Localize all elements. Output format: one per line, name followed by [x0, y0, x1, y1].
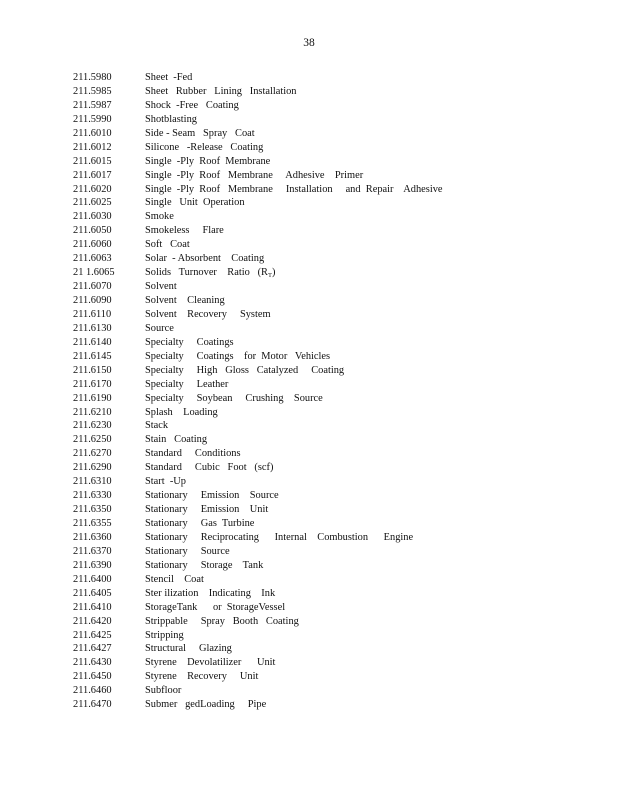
index-entry — [73, 419, 443, 433]
index-entry — [73, 266, 443, 280]
term: Side - Seam Spray Coat — [145, 127, 255, 139]
term: Silicone -Release Coating — [145, 141, 264, 153]
term: Specialty Coatings — [145, 336, 234, 348]
section-number: 211.6110 — [73, 308, 112, 320]
section-number: 211.6150 — [73, 364, 112, 376]
term: StorageTank or StorageVessel — [145, 601, 286, 613]
index-entry — [73, 196, 443, 210]
section-number: 211.5987 — [73, 99, 112, 111]
term: Stack — [145, 420, 169, 432]
index-entry — [73, 169, 443, 183]
term: Smoke — [145, 211, 174, 223]
section-number: 211.6470 — [73, 699, 112, 711]
index-entry — [73, 238, 443, 252]
subscript: T — [267, 272, 272, 280]
term: Splash Loading — [145, 406, 218, 418]
index-entry — [73, 406, 443, 420]
index-entry — [73, 670, 443, 684]
term: Single -Ply Roof Membrane — [145, 155, 271, 167]
term: Single -Ply Roof Membrane Adhesive Primer — [145, 169, 364, 181]
term: Stationary Emission Unit — [145, 504, 269, 516]
index-entry — [73, 629, 443, 643]
section-number: 211.6370 — [73, 545, 112, 557]
section-number: 211.6330 — [73, 490, 112, 502]
term: Solar - Absorbent Coating — [145, 253, 265, 265]
section-number: 211.6230 — [73, 420, 112, 432]
index-entry — [73, 350, 443, 364]
term: Styrene Recovery Unit — [145, 671, 259, 683]
section-number: 211.6355 — [73, 518, 112, 529]
section-number: 211.6427 — [73, 643, 112, 655]
term: Specialty Coatings for Motor Vehicles — [145, 350, 331, 362]
term — [145, 266, 275, 280]
term: Solvent — [145, 281, 177, 293]
term: Single -Ply Roof Membrane Installation and Repair Adhesive — [145, 183, 443, 195]
term: Start -Up — [145, 476, 186, 488]
section-number: 211.6015 — [73, 155, 112, 167]
term: Sheet Rubber Lining Installation — [145, 85, 297, 97]
term-text: Solids Turnover Ratio (R — [145, 267, 268, 279]
section-number: 211.6290 — [73, 462, 112, 474]
term: Stationary Reciprocating Internal Combustion Engine — [145, 531, 414, 543]
term: Shotblasting — [145, 113, 197, 125]
index-entry — [73, 308, 443, 322]
section-number: 211.6400 — [73, 573, 112, 585]
term: Stationary Source — [145, 545, 230, 557]
index-entry — [73, 559, 443, 573]
section-number: 211.6140 — [73, 336, 112, 348]
index-entry — [73, 71, 443, 85]
index-entry — [73, 698, 443, 712]
index-entry — [73, 99, 443, 113]
section-number: 211.6012 — [73, 141, 112, 153]
section-number: 211.6390 — [73, 559, 112, 571]
section-number: 211.6410 — [73, 601, 112, 613]
index-entry — [73, 684, 443, 698]
term: Single Unit Operation — [145, 197, 245, 209]
term: Structural Glazing — [145, 643, 232, 655]
section-number: 211.6130 — [73, 322, 112, 334]
term: Stain Coating — [145, 434, 208, 446]
term: Standard Conditions — [145, 448, 241, 460]
index-entry — [73, 587, 443, 601]
term: Soft Coat — [145, 239, 190, 251]
section-number: 211.6250 — [73, 434, 112, 446]
index-entry — [73, 503, 443, 517]
definition-index-list — [73, 71, 443, 712]
index-entry — [73, 252, 443, 266]
section-number: 211.6070 — [73, 281, 112, 293]
section-number: 211.6025 — [73, 197, 112, 209]
index-entry — [73, 294, 443, 308]
section-number: 211.6017 — [73, 169, 112, 181]
index-entry — [73, 155, 443, 169]
term: Strippable Spray Booth Coating — [145, 615, 299, 627]
term: Styrene Devolatilizer Unit — [145, 657, 276, 669]
section-number: 211.6145 — [73, 350, 112, 362]
section-number: 211.6030 — [73, 211, 112, 223]
term: Standard Cubic Foot (scf) — [145, 462, 274, 474]
section-number: 211.5980 — [73, 72, 112, 83]
section-number: 211.6310 — [73, 476, 112, 488]
term: Stencil Coat — [145, 573, 204, 585]
section-number: 211.6020 — [73, 183, 112, 195]
section-number: 211.6405 — [73, 587, 112, 599]
section-number: 211.6360 — [73, 531, 112, 543]
page-number: 38 — [303, 37, 315, 49]
section-number: 211.6170 — [73, 378, 112, 390]
section-number: 211.6010 — [73, 127, 112, 139]
index-entry — [73, 322, 443, 336]
index-entry — [73, 210, 443, 224]
index-entry — [73, 489, 443, 503]
index-entry — [73, 141, 443, 155]
section-number: 211.6350 — [73, 504, 112, 516]
term: Specialty Leather — [145, 378, 229, 390]
term: Stationary Emission Source — [145, 490, 279, 502]
term-suffix: ) — [271, 267, 276, 279]
section-number: 211.6210 — [73, 406, 112, 418]
index-entry — [73, 183, 443, 197]
index-entry — [73, 433, 443, 447]
index-entry — [73, 545, 443, 559]
section-number: 21 1.6065 — [73, 267, 115, 279]
index-entry — [73, 378, 443, 392]
section-number: 211.6090 — [73, 295, 112, 306]
term: Subfloor — [145, 685, 182, 697]
term: Solvent Cleaning — [145, 295, 225, 306]
index-entry — [73, 615, 443, 629]
index-entry — [73, 601, 443, 615]
term: Submer gedLoading Pipe — [145, 699, 267, 711]
index-entry — [73, 642, 443, 656]
index-entry — [73, 280, 443, 294]
index-entry — [73, 113, 443, 127]
index-entry — [73, 656, 443, 670]
section-number: 211.5990 — [73, 113, 112, 125]
section-number: 211.6420 — [73, 615, 112, 627]
index-entry — [73, 531, 443, 545]
index-entry — [73, 461, 443, 475]
section-number: 211.6450 — [73, 671, 112, 683]
section-number: 211.6270 — [73, 448, 112, 460]
section-number: 211.6060 — [73, 239, 112, 251]
term: Specialty High Gloss Catalyzed Coating — [145, 364, 345, 376]
section-number: 211.6425 — [73, 629, 112, 641]
index-entry — [73, 475, 443, 489]
term: Stripping — [145, 629, 184, 641]
index-entry — [73, 85, 443, 99]
term: Smokeless Flare — [145, 225, 224, 237]
index-entry — [73, 573, 443, 587]
section-number: 211.6460 — [73, 685, 112, 697]
index-entry — [73, 127, 443, 141]
section-number: 211.6430 — [73, 657, 112, 669]
term: Source — [145, 322, 174, 334]
term: Sheet -Fed — [145, 72, 193, 83]
section-number: 211.6063 — [73, 253, 112, 265]
index-entry — [73, 392, 443, 406]
term: Shock -Free Coating — [145, 99, 239, 111]
section-number: 211.5985 — [73, 85, 112, 97]
index-entry — [73, 517, 443, 531]
index-entry — [73, 224, 443, 238]
term: Specialty Soybean Crushing Source — [145, 392, 323, 404]
index-entry — [73, 364, 443, 378]
section-number: 211.6050 — [73, 225, 112, 237]
term: Solvent Recovery System — [145, 308, 271, 320]
index-entry — [73, 336, 443, 350]
term: Stationary Storage Tank — [145, 559, 264, 571]
term: Stationary Gas Turbine — [145, 518, 255, 529]
term: Ster ilization Indicating Ink — [145, 587, 276, 599]
index-entry — [73, 447, 443, 461]
section-number: 211.6190 — [73, 392, 112, 404]
